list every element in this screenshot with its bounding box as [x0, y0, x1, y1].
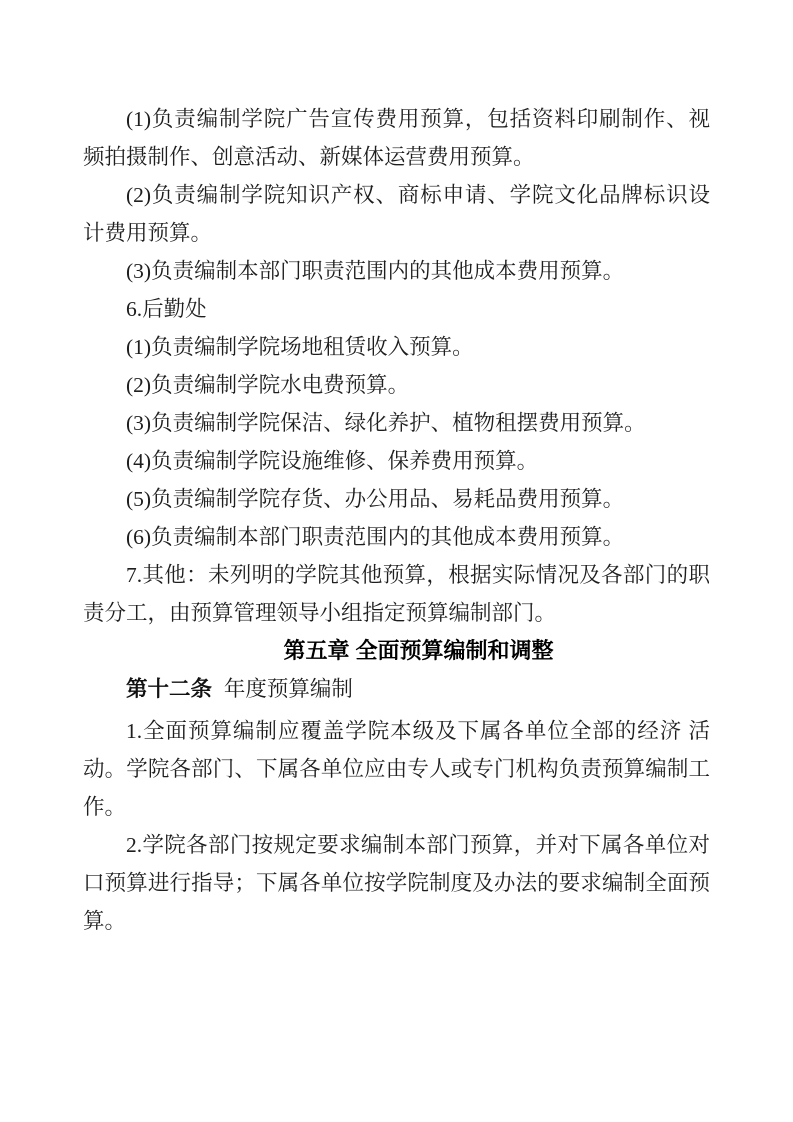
- paragraph: (3)负责编制本部门职责范围内的其他成本费用预算。: [126, 259, 625, 283]
- article-line: [83, 670, 710, 708]
- paragraph: (2)负责编制学院水电费预算。: [126, 373, 410, 397]
- paragraph: (6)负责编制本部门职责范围内的其他成本费用预算。: [126, 525, 625, 549]
- article-number: 第十二条: [126, 677, 213, 701]
- paragraph: (4)负责编制学院设施维修、保养费用预算。: [126, 449, 539, 473]
- article-title: 年度预算编制: [223, 677, 353, 701]
- document-body: [83, 100, 710, 940]
- paragraph: 1.全面预算编制应覆盖学院本级及下属各单位全部的经济 活动。学院各部门、下属各单位应由专人或专门机构负责预算编制工作。: [83, 719, 710, 819]
- paragraph: (3)负责编制学院保洁、绿化养护、植物租摆费用预算。: [126, 411, 646, 435]
- paragraph: 2.学院各部门按规定要求编制本部门预算，并对下属各单位对口预算进行指导；下属各单位按学院制度及办法的要求编制全面预算。: [83, 833, 710, 933]
- paragraph: (2)负责编制学院知识产权、商标申请、学院文化品牌标识设计费用预算。: [83, 183, 710, 245]
- paragraph: (1)负责编制学院广告宣传费用预算，包括资料印刷制作、视频拍摄制作、创意活动、新媒体运营费用预算。: [83, 107, 710, 169]
- paragraph: (1)负责编制学院场地租赁收入预算。: [126, 335, 474, 359]
- paragraph: 7.其他：未列明的学院其他预算，根据实际情况及各部门的职责分工，由预算管理领导小组指定预算编制部门。: [83, 563, 710, 625]
- paragraph: 6.后勤处: [126, 297, 207, 321]
- chapter-heading: 第五章 全面预算编制和调整: [283, 638, 554, 663]
- paragraph: (5)负责编制学院存货、办公用品、易耗品费用预算。: [126, 487, 625, 511]
